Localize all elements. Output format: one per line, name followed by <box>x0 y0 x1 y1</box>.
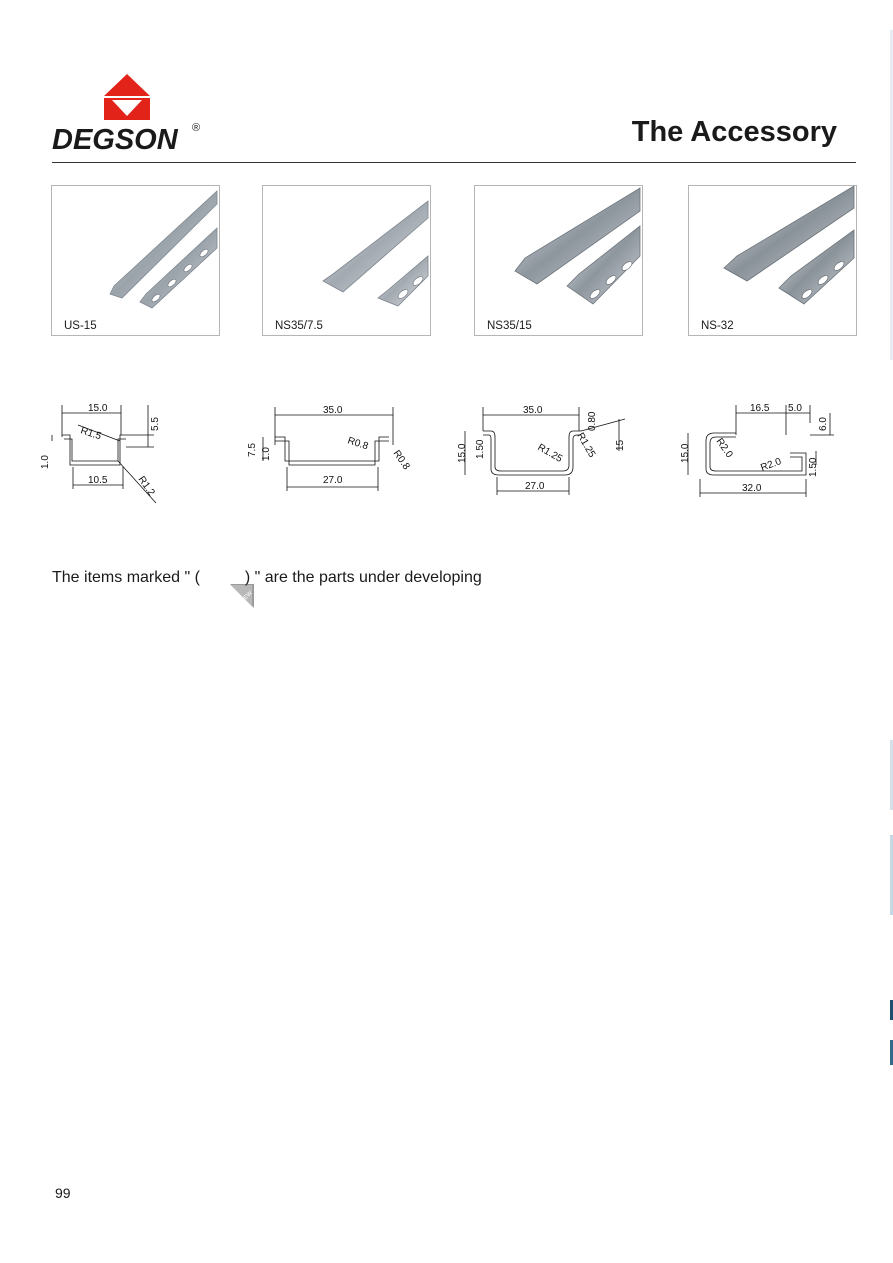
dim-label: R1.5 <box>79 425 103 443</box>
dim-label: 32.0 <box>742 483 762 494</box>
dim-label: R1.25 <box>574 431 598 460</box>
dim-label: R1.25 <box>535 442 565 465</box>
product-card-ns35-15 <box>474 185 643 336</box>
din-rail-photo-icon <box>263 186 430 335</box>
dim-label: 5.5 <box>150 417 161 431</box>
logo-mark-icon <box>104 74 150 122</box>
badge-text: NEW <box>239 590 255 605</box>
page-title: The Accessory <box>631 116 837 148</box>
dim-label: 35.0 <box>523 405 543 416</box>
dim-label: 16.5 <box>750 403 770 414</box>
header-divider <box>52 162 856 163</box>
profile-drawing-icon <box>243 395 423 510</box>
dim-label: 27.0 <box>323 475 343 486</box>
dim-label: R0.8 <box>390 448 412 473</box>
dim-label: 10.5 <box>88 475 108 486</box>
drawing-us15 <box>38 395 218 510</box>
dim-label: 15.0 <box>680 443 691 463</box>
note-text-after: ) " are the parts under developing <box>240 569 482 586</box>
dim-label: R2.0 <box>759 456 783 474</box>
product-card-ns32 <box>688 185 857 336</box>
product-label: NS35/7.5 <box>275 320 323 332</box>
dim-label: 1.0 <box>261 447 272 461</box>
dim-label: 6.0 <box>818 417 829 431</box>
dim-label: 0.80 <box>587 411 598 431</box>
dim-label: R2.0 <box>713 436 735 461</box>
profile-drawing-icon <box>670 395 850 510</box>
dim-label: R1.2 <box>135 474 157 499</box>
profile-drawing-icon <box>38 395 218 510</box>
dim-label: 27.0 <box>525 481 545 492</box>
dim-label: 1.50 <box>808 457 819 477</box>
page-number: 99 <box>55 1185 71 1201</box>
dim-label: 1.0 <box>40 455 51 469</box>
dim-label: 7.5 <box>247 443 258 457</box>
note-text-before: The items marked " ( <box>52 569 205 586</box>
dim-label: 15.0 <box>88 403 108 414</box>
product-label: US-15 <box>64 320 97 332</box>
product-card-ns35-7-5 <box>262 185 431 336</box>
product-card-us15 <box>51 185 220 336</box>
din-rail-photo-icon <box>475 186 642 335</box>
degson-logo <box>52 74 212 154</box>
dim-label: 35.0 <box>323 405 343 416</box>
din-rail-photo-icon <box>52 186 219 335</box>
drawing-ns32 <box>670 395 850 510</box>
development-note <box>52 566 482 605</box>
dim-label: 1.50 <box>475 439 486 459</box>
drawing-ns35-15 <box>455 395 635 510</box>
new-badge-icon <box>208 566 255 605</box>
drawing-ns35-7-5 <box>243 395 423 510</box>
profile-drawing-icon <box>455 395 635 510</box>
dim-label: 5.0 <box>788 403 802 414</box>
registered-mark: ® <box>192 122 201 134</box>
product-label: NS35/15 <box>487 320 532 332</box>
dim-label: 15.0 <box>457 443 468 463</box>
din-rail-photo-icon <box>689 186 856 335</box>
brand-name: DEGSON <box>52 124 178 156</box>
dim-label: 15 <box>615 439 626 451</box>
dim-label: R0.8 <box>346 435 370 453</box>
product-label: NS-32 <box>701 320 734 332</box>
